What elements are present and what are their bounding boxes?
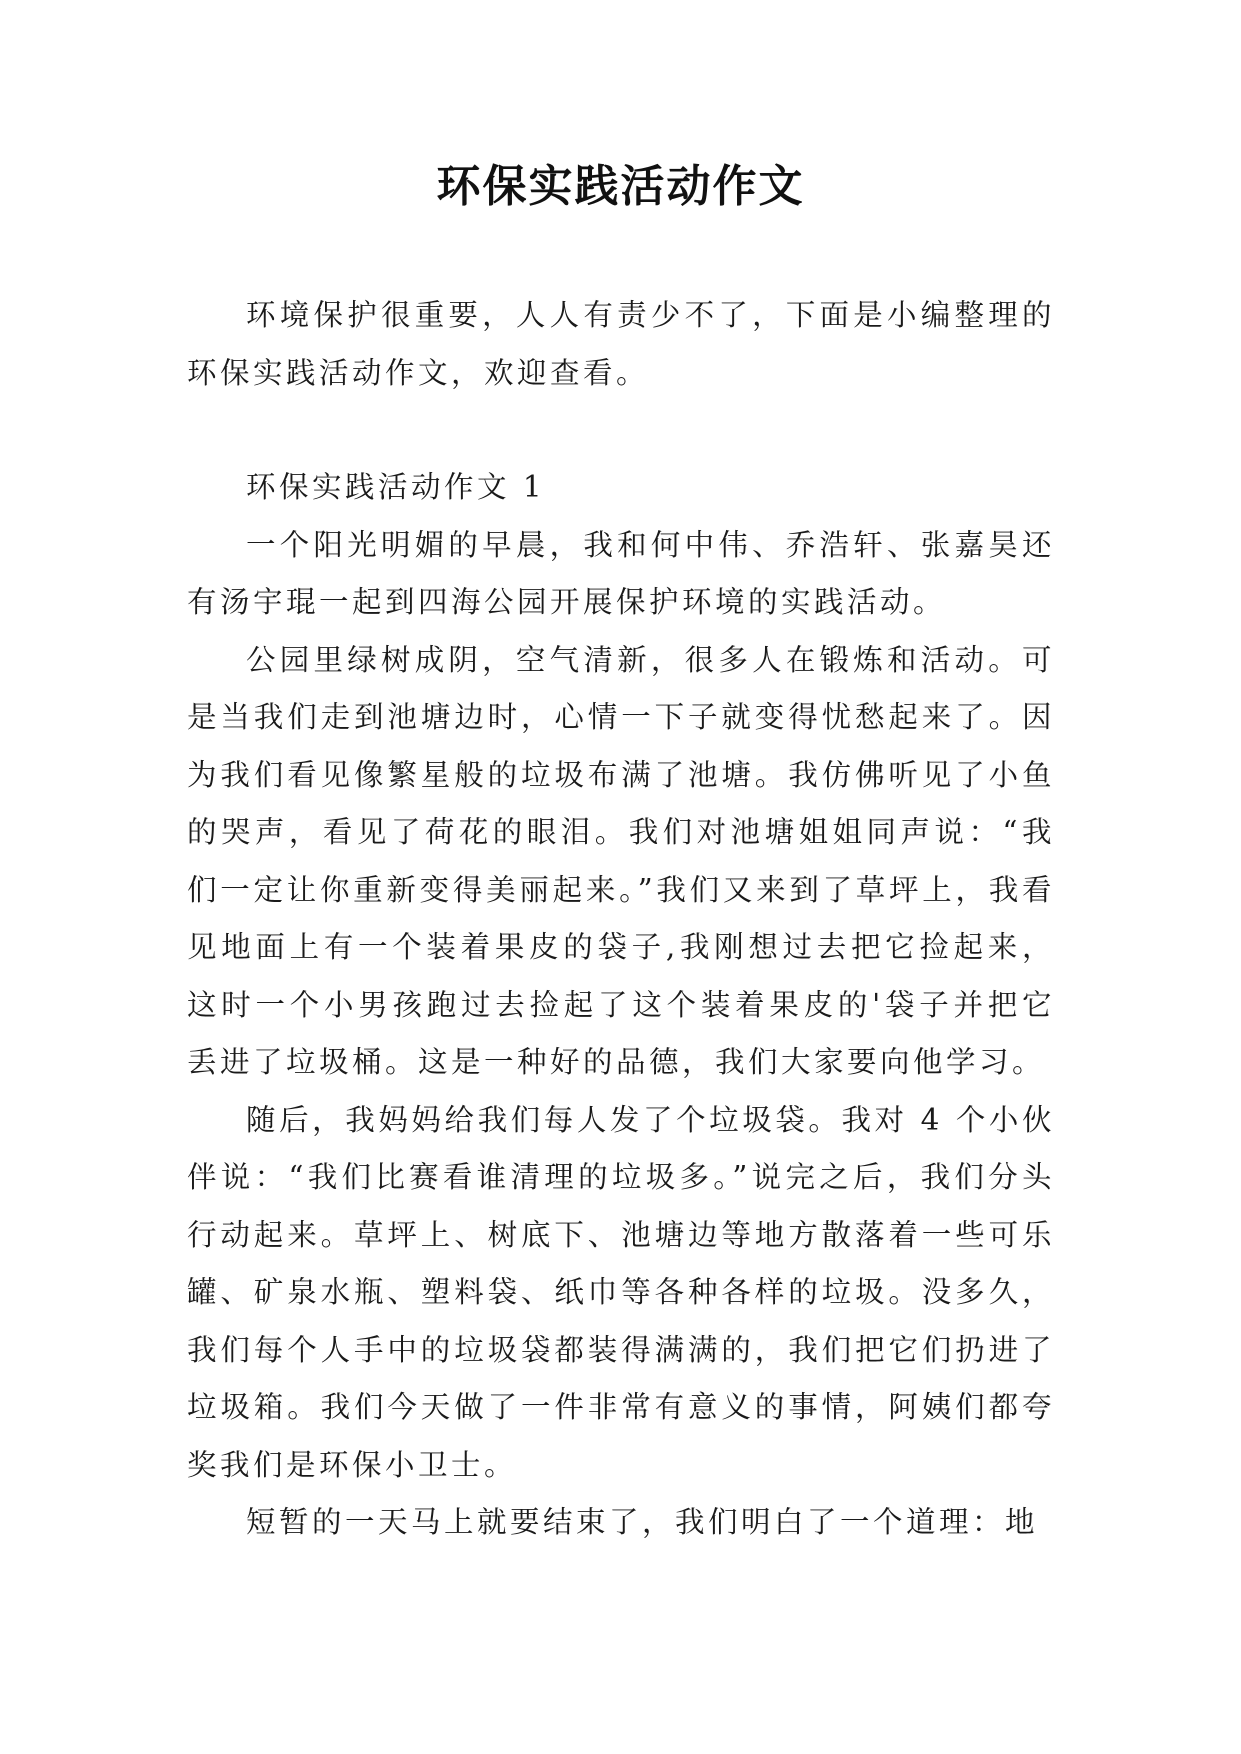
- body-paragraph: 一个阳光明媚的早晨，我和何中伟、乔浩轩、张嘉昊还有汤宇琨一起到四海公园开展保护环境的实践活动。: [187, 527, 1055, 619]
- body-paragraph: 公园里绿树成阴，空气清新，很多人在锻炼和活动。可是当我们走到池塘边时，心情一下子就变得忧愁起来了。因为我们看见像繁星般的垃圾布满了池塘。我仿佛听见了小鱼的哭声，看见了荷花的眼泪。我们对池塘姐姐同声说：“我们一定让你重新变得美丽起来。”我们又来到了草坪上，我看见地面上有一个装着果皮的袋子,我刚想过去把它捡起来，这时一个小男孩跑过去捡起了这个装着果皮的'袋子并把它丢进了垃圾桶。这是一种好的品德，我们大家要向他学习。: [187, 642, 1055, 1079]
- body-paragraph: 随后，我妈妈给我们每人发了个垃圾袋。我对 4 个小伙伴说：“我们比赛看谁清理的垃圾多。”说完之后，我们分头行动起来。草坪上、树底下、池塘边等地方散落着一些可乐罐、矿泉水瓶、塑料袋、纸巾等各种各样的垃圾。没多久，我们每个人手中的垃圾袋都装得满满的，我们把它们扔进了垃圾箱。我们今天做了一件非常有意义的事情，阿姨们都夸奖我们是环保小卫士。: [187, 1102, 1055, 1482]
- body-paragraph: 短暂的一天马上就要结束了，我们明白了一个道理：地: [246, 1505, 1039, 1539]
- section-heading: 环保实践活动作文 1: [246, 470, 546, 504]
- document-body: [187, 287, 1055, 1552]
- intro-paragraph: 环境保护很重要，人人有责少不了，下面是小编整理的环保实践活动作文，欢迎查看。: [187, 298, 1055, 390]
- document-title: 环保实践活动作文: [436, 161, 805, 212]
